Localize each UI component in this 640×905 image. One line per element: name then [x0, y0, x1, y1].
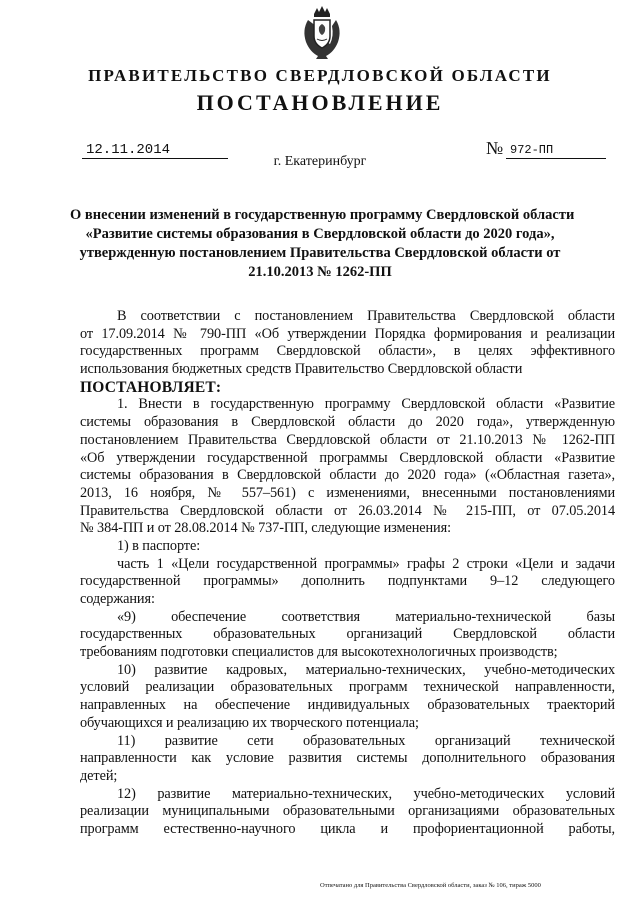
- number-label: №: [486, 138, 504, 158]
- print-note: Отпечатано для Правительства Свердловской области, заказ № 106, тираж 5000: [320, 882, 541, 889]
- title-line: «Развитие системы образования в Свердловской области до 2020 года»,: [85, 226, 555, 242]
- body-line: 1) в паспорте:: [117, 537, 201, 554]
- body-line: 11) развитие сети образовательных организаций технической: [117, 732, 615, 749]
- document-date: 12.11.2014: [82, 142, 228, 159]
- body-line: от 17.09.2014 № 790-ПП «Об утверждении Порядка формирования и реализации: [80, 325, 615, 342]
- document-body: [80, 308, 615, 839]
- body-line: направленных на обеспечение индивидуальных образовательных траекторий: [80, 697, 615, 714]
- body-line: детей;: [80, 767, 118, 784]
- body-line: системы образования в Свердловской области до 2020 года» («Областная газета»,: [80, 467, 615, 484]
- document-title: [70, 206, 575, 282]
- body-line: В соответствии с постановлением Правительства Свердловской области: [117, 308, 615, 324]
- body-line: реализации муниципальными образовательными организациями образовательных: [80, 803, 615, 820]
- body-line: условий реализации образовательных программ технической направленности,: [80, 679, 615, 696]
- body-line: содержания:: [80, 591, 155, 607]
- body-line: государственной программы» дополнить подпунктами 9–12 следующего: [80, 573, 615, 590]
- body-line: «Об утверждении государственной программы Свердловской области «Развитие: [80, 449, 615, 466]
- body-line: 12) развитие материально-технических, учебно-методических условий: [117, 785, 615, 802]
- body-line: обучающихся и реализацию их творческого потенциала;: [80, 714, 419, 731]
- body-line: требованиям подготовки специалистов для высокотехнологичных производств;: [80, 644, 558, 661]
- document-type: ПОСТАНОВЛЕНИЕ: [196, 90, 444, 115]
- body-line: 10) развитие кадровых, материально-технических, учебно-методических: [117, 661, 615, 678]
- body-line: использования бюджетных средств Правительство Свердловской области: [80, 361, 523, 378]
- body-line: 1. Внести в государственную программу Свердловской области «Развитие: [117, 396, 615, 413]
- body-line: системы образования в Свердловской области до 2020 года», утвержденную: [80, 414, 615, 431]
- body-line: государственных программ Свердловской области», в целях эффективного: [80, 343, 615, 360]
- document-number: 972-ПП: [506, 142, 606, 159]
- decree-word: ПОСТАНОВЛЯЕТ:: [80, 378, 222, 396]
- title-line: 21.10.2013 № 1262-ПП: [248, 264, 392, 280]
- body-line: Правительства Свердловской области от 26.03.2014 № 215-ПП, от 07.05.2014: [80, 502, 615, 519]
- body-line: часть 1 «Цели государственной программы» графы 2 строки «Цели и задачи: [117, 555, 615, 572]
- body-line: направленности как условие развития системы дополнительного образования: [80, 750, 615, 767]
- coat-of-arms-icon: [300, 4, 344, 60]
- body-line: государственных образовательных организаций Свердловской области: [80, 626, 615, 643]
- body-line: постановлением Правительства Свердловской области от 21.10.2013 № 1262-ПП: [80, 431, 615, 448]
- organization-name: ПРАВИТЕЛЬСТВО СВЕРДЛОВСКОЙ ОБЛАСТИ: [88, 66, 552, 85]
- title-line: О внесении изменений в государственную программу Свердловской области: [70, 207, 575, 223]
- body-line: программ естественно-научного цикла и профориентационной работы,: [80, 820, 615, 837]
- title-line: утвержденную постановлением Правительства Свердловской области от: [79, 245, 561, 261]
- body-line: 2013, 16 ноября, № 557–561) с изменениями, внесенными постановлениями: [80, 484, 615, 501]
- body-line: «9) обеспечение соответствия материально-технической базы: [117, 608, 615, 625]
- body-line: № 384-ПП и от 28.08.2014 № 737-ПП, следующие изменения:: [80, 520, 451, 537]
- city: г. Екатеринбург: [273, 154, 367, 169]
